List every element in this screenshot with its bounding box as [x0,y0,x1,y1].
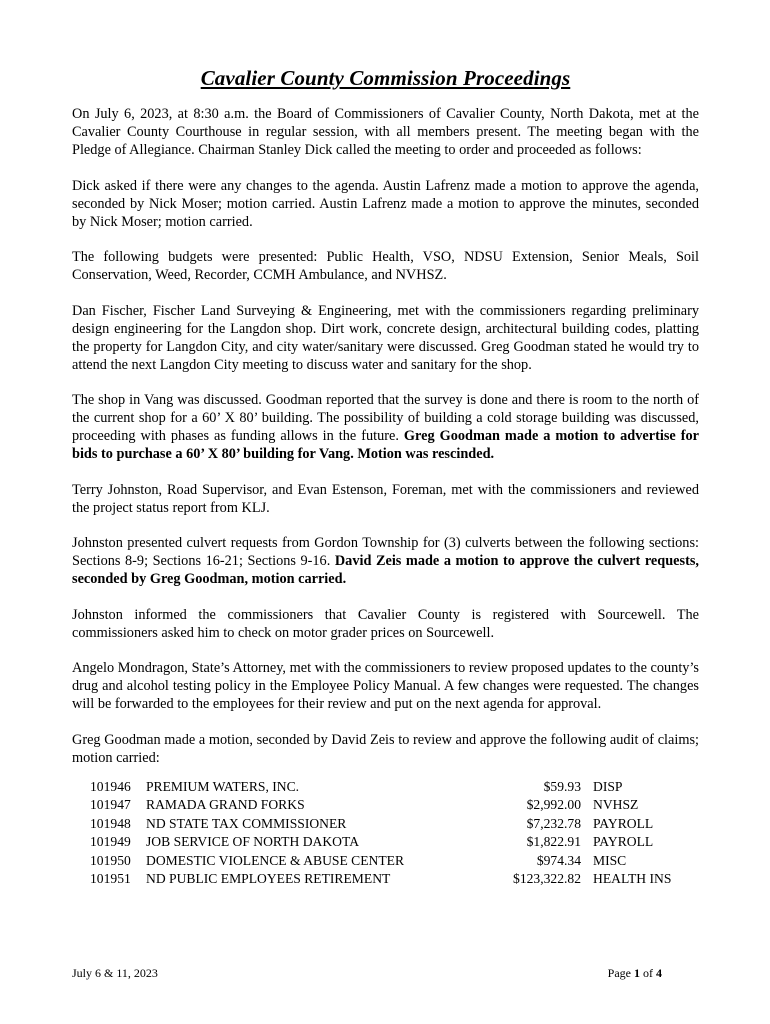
table-row [90,816,693,835]
motion-text: David Zeis made a motion to approve the culvert requests, seconded by Greg Goodman, motion carried. [72,553,699,587]
table-row [90,853,693,872]
table-row [90,871,693,890]
motion-text: Greg Goodman made a motion to advertise for bids to purchase a 60’ X 80’ building for Vang. Motion was rescinded. [72,428,699,462]
page-footer [72,966,662,981]
footer-date: July 6 & 11, 2023 [72,966,158,980]
claim-payee: DOMESTIC VIOLENCE & ABUSE CENTER [146,852,405,868]
claim-amount: $974.34 [536,852,581,868]
claim-category: HEALTH INS [593,871,672,886]
paragraph: Angelo Mondragon, State’s Attorney, met with the commissioners to review proposed updates to the county’s drug and alcohol testing policy in the Employee Policy Manual. A few changes were requested. The changes will be forwarded to the employees for their review and put on the next agenda for approval. [72,660,699,712]
paragraph: Terry Johnston, Road Supervisor, and Evan Estenson, Foreman, met with the commissioners and reviewed the project status report from KLJ. [72,481,699,516]
claim-number: 101947 [90,797,131,812]
claim-category: NVHSZ [593,797,639,812]
paragraph: Dick asked if there were any changes to the agenda. Austin Lafrenz made a motion to approve the agenda, seconded by Nick Moser; motion carried. Austin Lafrenz made a motion to approve the minutes, seconded by Nick Moser; motion carried. [72,177,699,230]
claim-number: 101949 [90,834,131,849]
claim-number: 101950 [90,852,131,868]
claim-amount: $1,822.91 [526,834,581,849]
table-row [90,779,693,798]
claim-amount: $59.93 [543,778,581,794]
claim-payee: ND STATE TAX COMMISSIONER [146,815,347,831]
claim-payee: PREMIUM WATERS, INC. [146,778,300,794]
claim-category: PAYROLL [593,834,654,849]
paragraph: The following budgets were presented: Public Health, VSO, NDSU Extension, Senior Meals, Soil Conservation, Weed, Recorder, CCMH Ambulance, and NVHSZ. [72,249,699,283]
claim-category: PAYROLL [593,815,654,831]
claim-amount: $123,322.82 [513,871,581,886]
claim-payee: RAMADA GRAND FORKS [146,797,305,812]
page-title: Cavalier County Commission Proceedings [200,66,571,90]
claim-payee: JOB SERVICE OF NORTH DAKOTA [146,834,360,849]
document-page [72,66,699,890]
claims-table [90,779,693,890]
claim-category: MISC [593,852,627,868]
paragraph: Johnston presented culvert requests from Gordon Township for (3) culverts between the following sections: Sections 8-9; Sections 16-21; Sections 9-16. David Zeis made a motion to approve the culvert requests, seconded by Greg Goodman, motion carried. [72,535,699,587]
proceedings-body [72,105,699,767]
paragraph: Johnston informed the commissioners that Cavalier County is registered with Sourcewell. The commissioners asked him to check on motor grader prices on Sourcewell. [72,606,699,641]
claim-amount: $7,232.78 [526,815,581,831]
claim-number: 101946 [90,778,131,794]
page-number: Page 1 of 4 [607,966,662,980]
table-row [90,797,693,816]
paragraph: The shop in Vang was discussed. Goodman reported that the survey is done and there is room to the north of the current shop for a 60’ X 80’ building. The possibility of building a cold storage building was discussed, proceeding with phases as funding allows in the future. Greg Goodman made a motion to advertise for bids to purchase a 60’ X 80’ building for Vang. Motion was rescinded. [72,392,699,462]
table-row [90,834,693,853]
claim-category: DISP [593,778,623,794]
paragraph: On July 6, 2023, at 8:30 a.m. the Board of Commissioners of Cavalier County, North Dakota, met at the Cavalier County Courthouse in regular session, with all members present. The meeting began with the Pledge of Allegiance. Chairman Stanley Dick called the meeting to order and proceeded as follows: [72,106,699,158]
claim-number: 101951 [90,871,131,886]
claim-payee: ND PUBLIC EMPLOYEES RETIREMENT [146,871,391,886]
paragraph: Dan Fischer, Fischer Land Surveying & Engineering, met with the commissioners regarding preliminary design engineering for the Langdon shop. Dirt work, concrete design, architectural building codes, platting the property for Langdon City, and city water/sanitary were discussed. Greg Goodman stated he would try to attend the next Langdon City meeting to discuss water and sanitary for the shop. [72,302,699,373]
paragraph: Greg Goodman made a motion, seconded by David Zeis to review and approve the following audit of claims; motion carried: [72,731,699,766]
claim-amount: $2,992.00 [526,797,581,812]
claim-number: 101948 [90,815,131,831]
